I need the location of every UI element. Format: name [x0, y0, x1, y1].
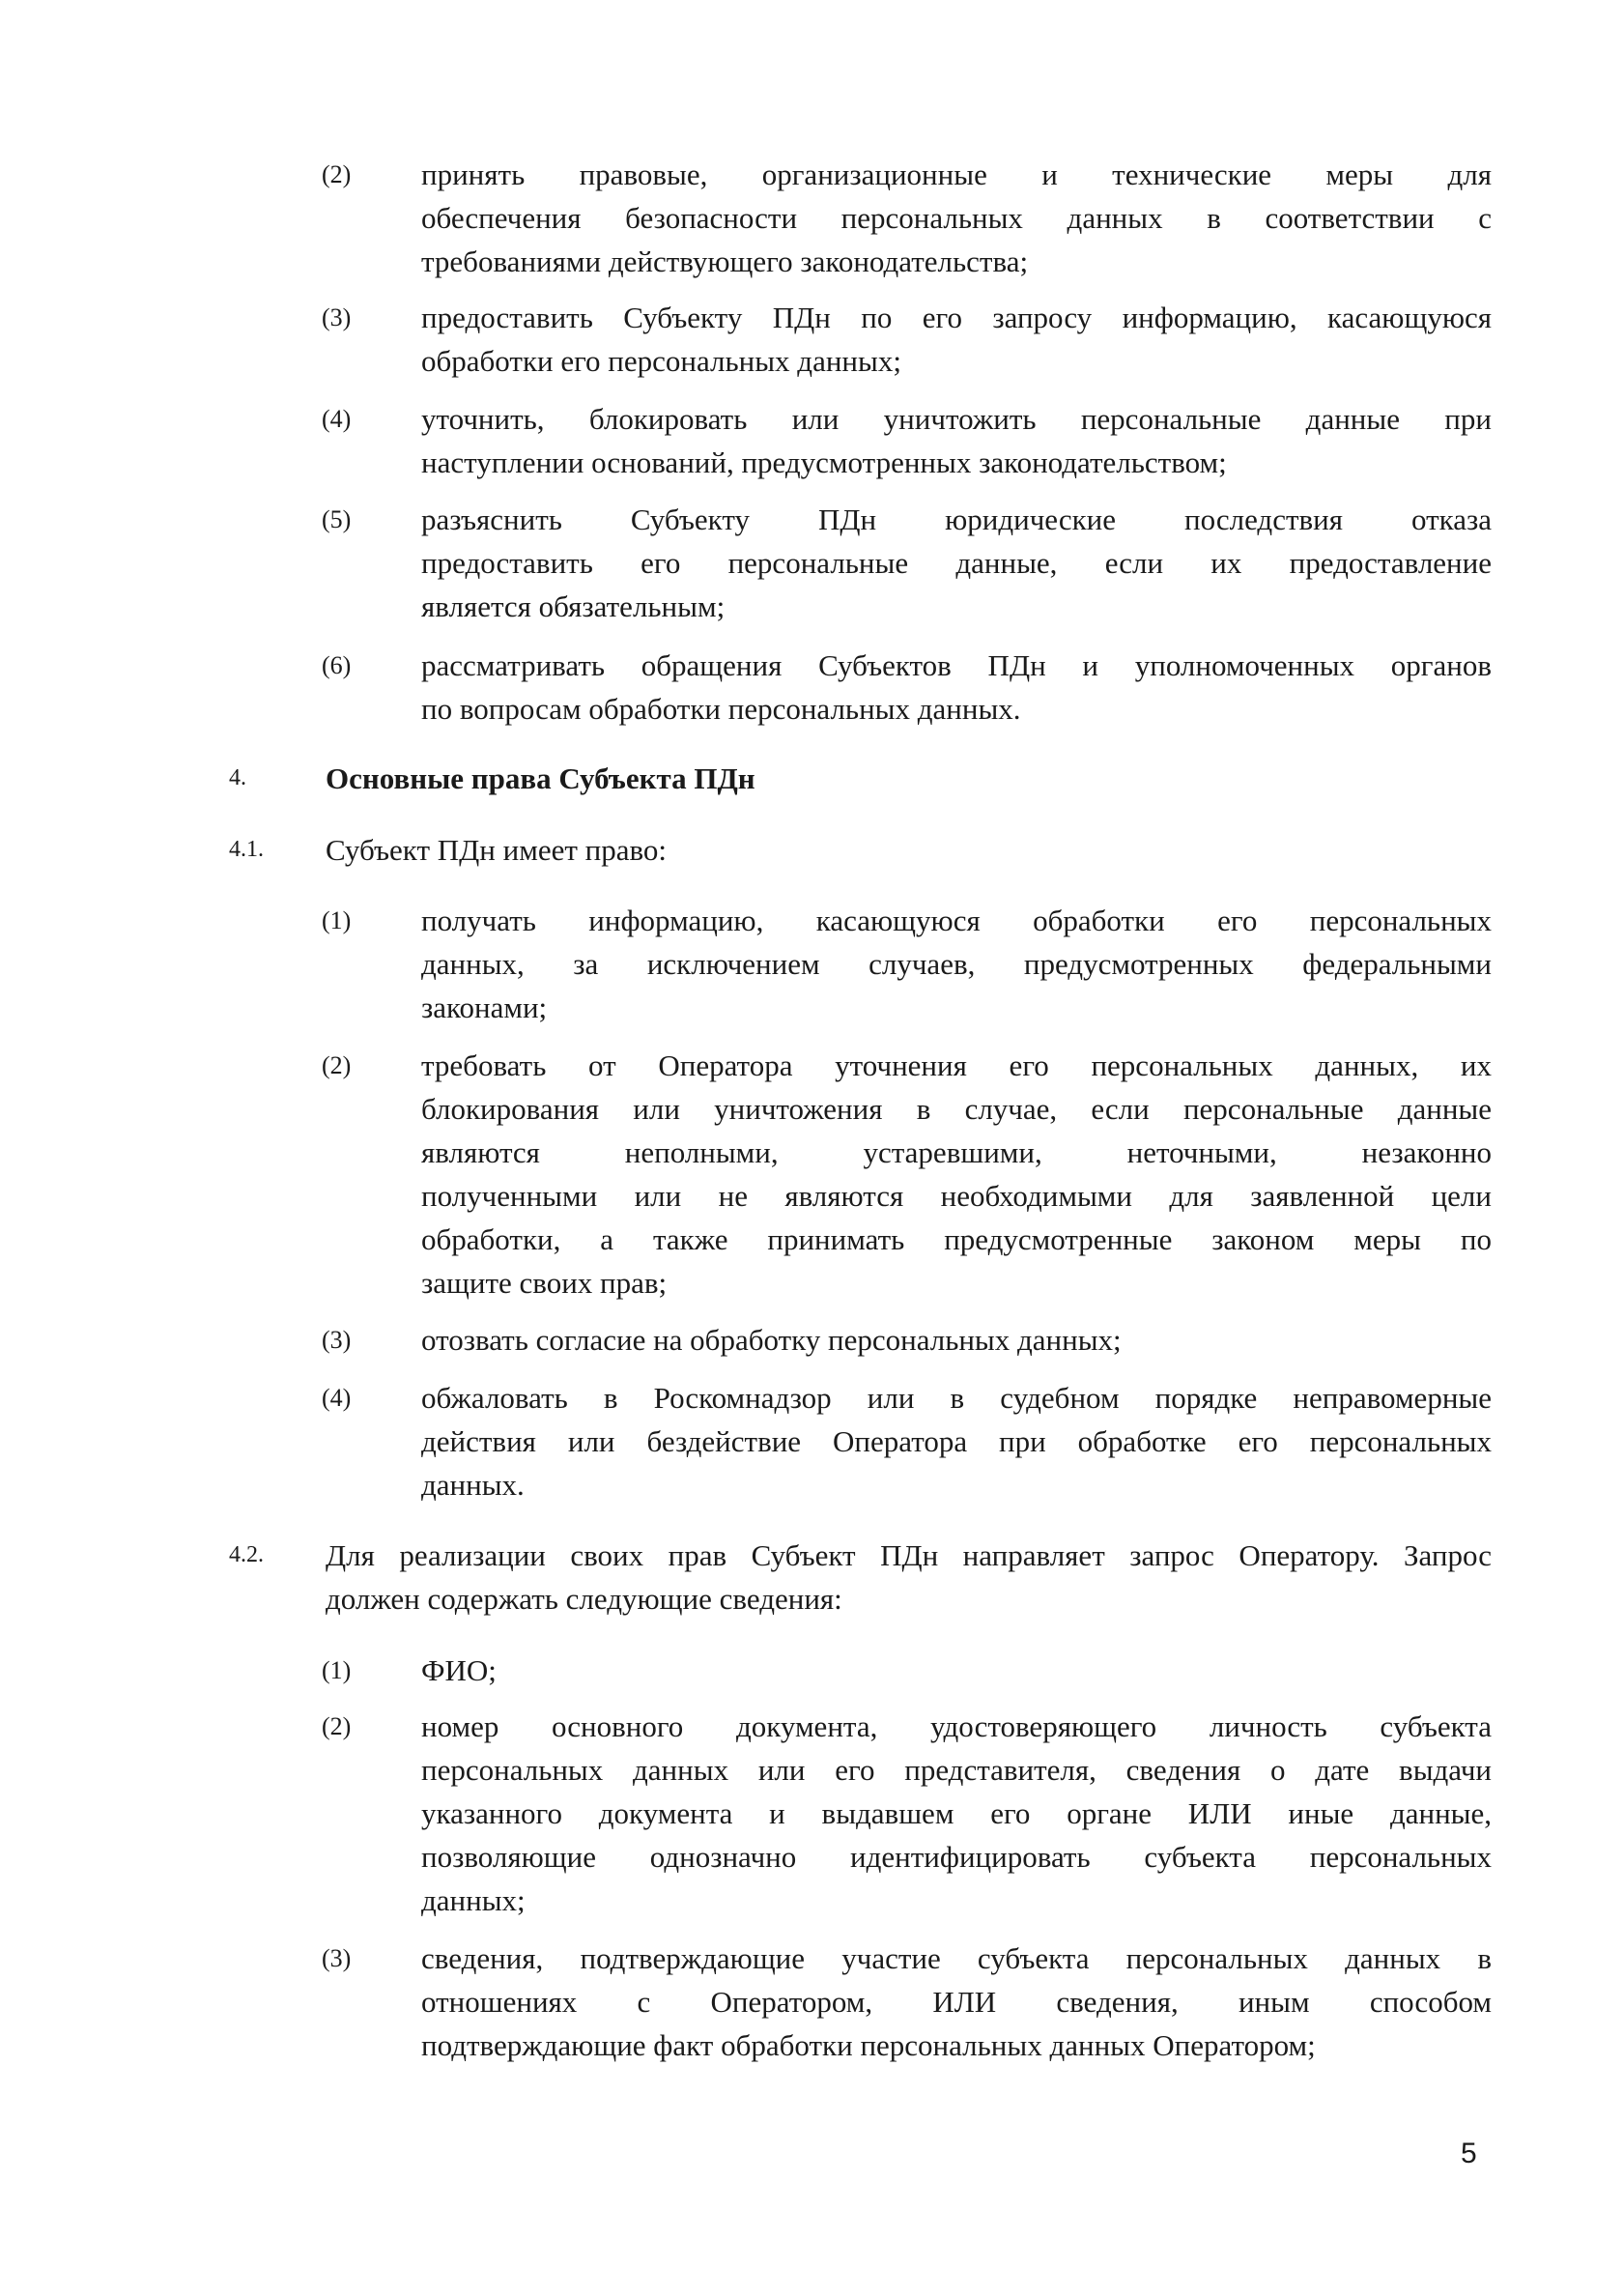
text-line: разъяснить Субъекту ПДн юридические последствия отказа	[421, 502, 1492, 536]
text-line: сведения, подтверждающие участие субъекта персональных данных в	[421, 1941, 1492, 1975]
list-item-text	[421, 1705, 1492, 1922]
list-item-number: (2)	[322, 160, 352, 188]
list-item-number: (3)	[322, 1326, 352, 1354]
list-item-number: (1)	[322, 1656, 352, 1684]
text-line: защите своих прав;	[421, 1266, 668, 1300]
text-line: отозвать согласие на обработку персональных данных;	[421, 1323, 1122, 1357]
text-line: указанного документа и выдавшем его органе ИЛИ иные данные,	[421, 1796, 1492, 1830]
list-item-number: (3)	[322, 1944, 352, 1972]
clause-number: 4.1.	[229, 837, 264, 862]
list-item-text	[421, 1937, 1492, 2067]
text-line: рассматривать обращения Субъектов ПДн и уполномоченных органов	[421, 648, 1492, 682]
section-number: 4.	[229, 765, 246, 790]
list-item-text	[421, 1649, 1492, 1692]
list-item-text	[421, 397, 1492, 484]
list-item-number: (3)	[322, 303, 352, 331]
text-line: требовать от Оператора уточнения его персональных данных, их	[421, 1048, 1492, 1082]
text-line: блокирования или уничтожения в случае, если персональные данные	[421, 1092, 1492, 1126]
list-item-number: (6)	[322, 651, 352, 679]
text-line: обеспечения безопасности персональных данных в соответствии с	[421, 201, 1492, 235]
text-line: требованиями действующего законодательства;	[421, 244, 1029, 278]
text-line: подтверждающие факт обработки персональных данных Оператором;	[421, 2028, 1316, 2062]
text-line: является обязательным;	[421, 589, 726, 623]
text-line: персональных данных или его представителя, сведения о дате выдачи	[421, 1753, 1492, 1787]
page-number: 5	[1461, 2138, 1477, 2169]
text-line: данных, за исключением случаев, предусмотренных федеральными	[421, 947, 1492, 981]
list-item-text	[421, 899, 1492, 1029]
text-line: обработки, а также принимать предусмотренные законом меры по	[421, 1222, 1492, 1256]
text-line: отношениях с Оператором, ИЛИ сведения, иным способом	[421, 1985, 1492, 2019]
text-line: позволяющие однозначно идентифицировать субъекта персональных	[421, 1840, 1492, 1874]
list-item-text	[421, 1376, 1492, 1507]
clause-text: Субъект ПДн имеет право:	[326, 833, 668, 867]
text-line: принять правовые, организационные и технические меры для	[421, 158, 1492, 191]
text-line: обжаловать в Роскомнадзор или в судебном порядке неправомерные	[421, 1381, 1492, 1415]
text-line: полученными или не являются необходимыми для заявленной цели	[421, 1179, 1492, 1213]
list-item-text	[421, 153, 1492, 283]
list-item-text	[421, 644, 1492, 731]
text-line: данных.	[421, 1468, 525, 1502]
list-item-text	[421, 1044, 1492, 1305]
list-item-text	[421, 1318, 1492, 1362]
text-line: предоставить Субъекту ПДн по его запросу информацию, касающуюся	[421, 301, 1492, 334]
list-item-number: (2)	[322, 1712, 352, 1740]
list-item-number: (4)	[322, 405, 352, 433]
list-item-text	[421, 498, 1492, 628]
list-item-number: (5)	[322, 505, 352, 533]
text-line: получать информацию, касающуюся обработки его персональных	[421, 904, 1492, 937]
list-item-number: (2)	[322, 1051, 352, 1079]
text-line: наступлении оснований, предусмотренных законодательством;	[421, 445, 1227, 479]
text-line: законами;	[421, 990, 548, 1024]
clause-text-line: должен содержать следующие сведения:	[326, 1582, 842, 1616]
text-line: действия или бездействие Оператора при обработке его персональных	[421, 1424, 1492, 1458]
text-line: обработки его персональных данных;	[421, 344, 901, 378]
text-line: по вопросам обработки персональных данных.	[421, 692, 1021, 726]
section-title: Основные права Субъекта ПДн	[326, 761, 755, 795]
clause-number: 4.2.	[229, 1542, 264, 1567]
list-item-number: (1)	[322, 906, 352, 934]
text-line: номер основного документа, удостоверяющего личность субъекта	[421, 1709, 1492, 1743]
text-line: предоставить его персональные данные, если их предоставление	[421, 546, 1492, 580]
text-line: ФИО;	[421, 1653, 497, 1687]
list-item-number: (4)	[322, 1384, 352, 1412]
clause-text-line: Для реализации своих прав Субъект ПДн направляет запрос Оператору. Запрос	[326, 1538, 1492, 1572]
list-item-text	[421, 296, 1492, 383]
text-line: являются неполными, устаревшими, неточными, незаконно	[421, 1135, 1492, 1169]
text-line: уточнить, блокировать или уничтожить персональные данные при	[421, 402, 1492, 436]
text-line: данных;	[421, 1883, 526, 1917]
